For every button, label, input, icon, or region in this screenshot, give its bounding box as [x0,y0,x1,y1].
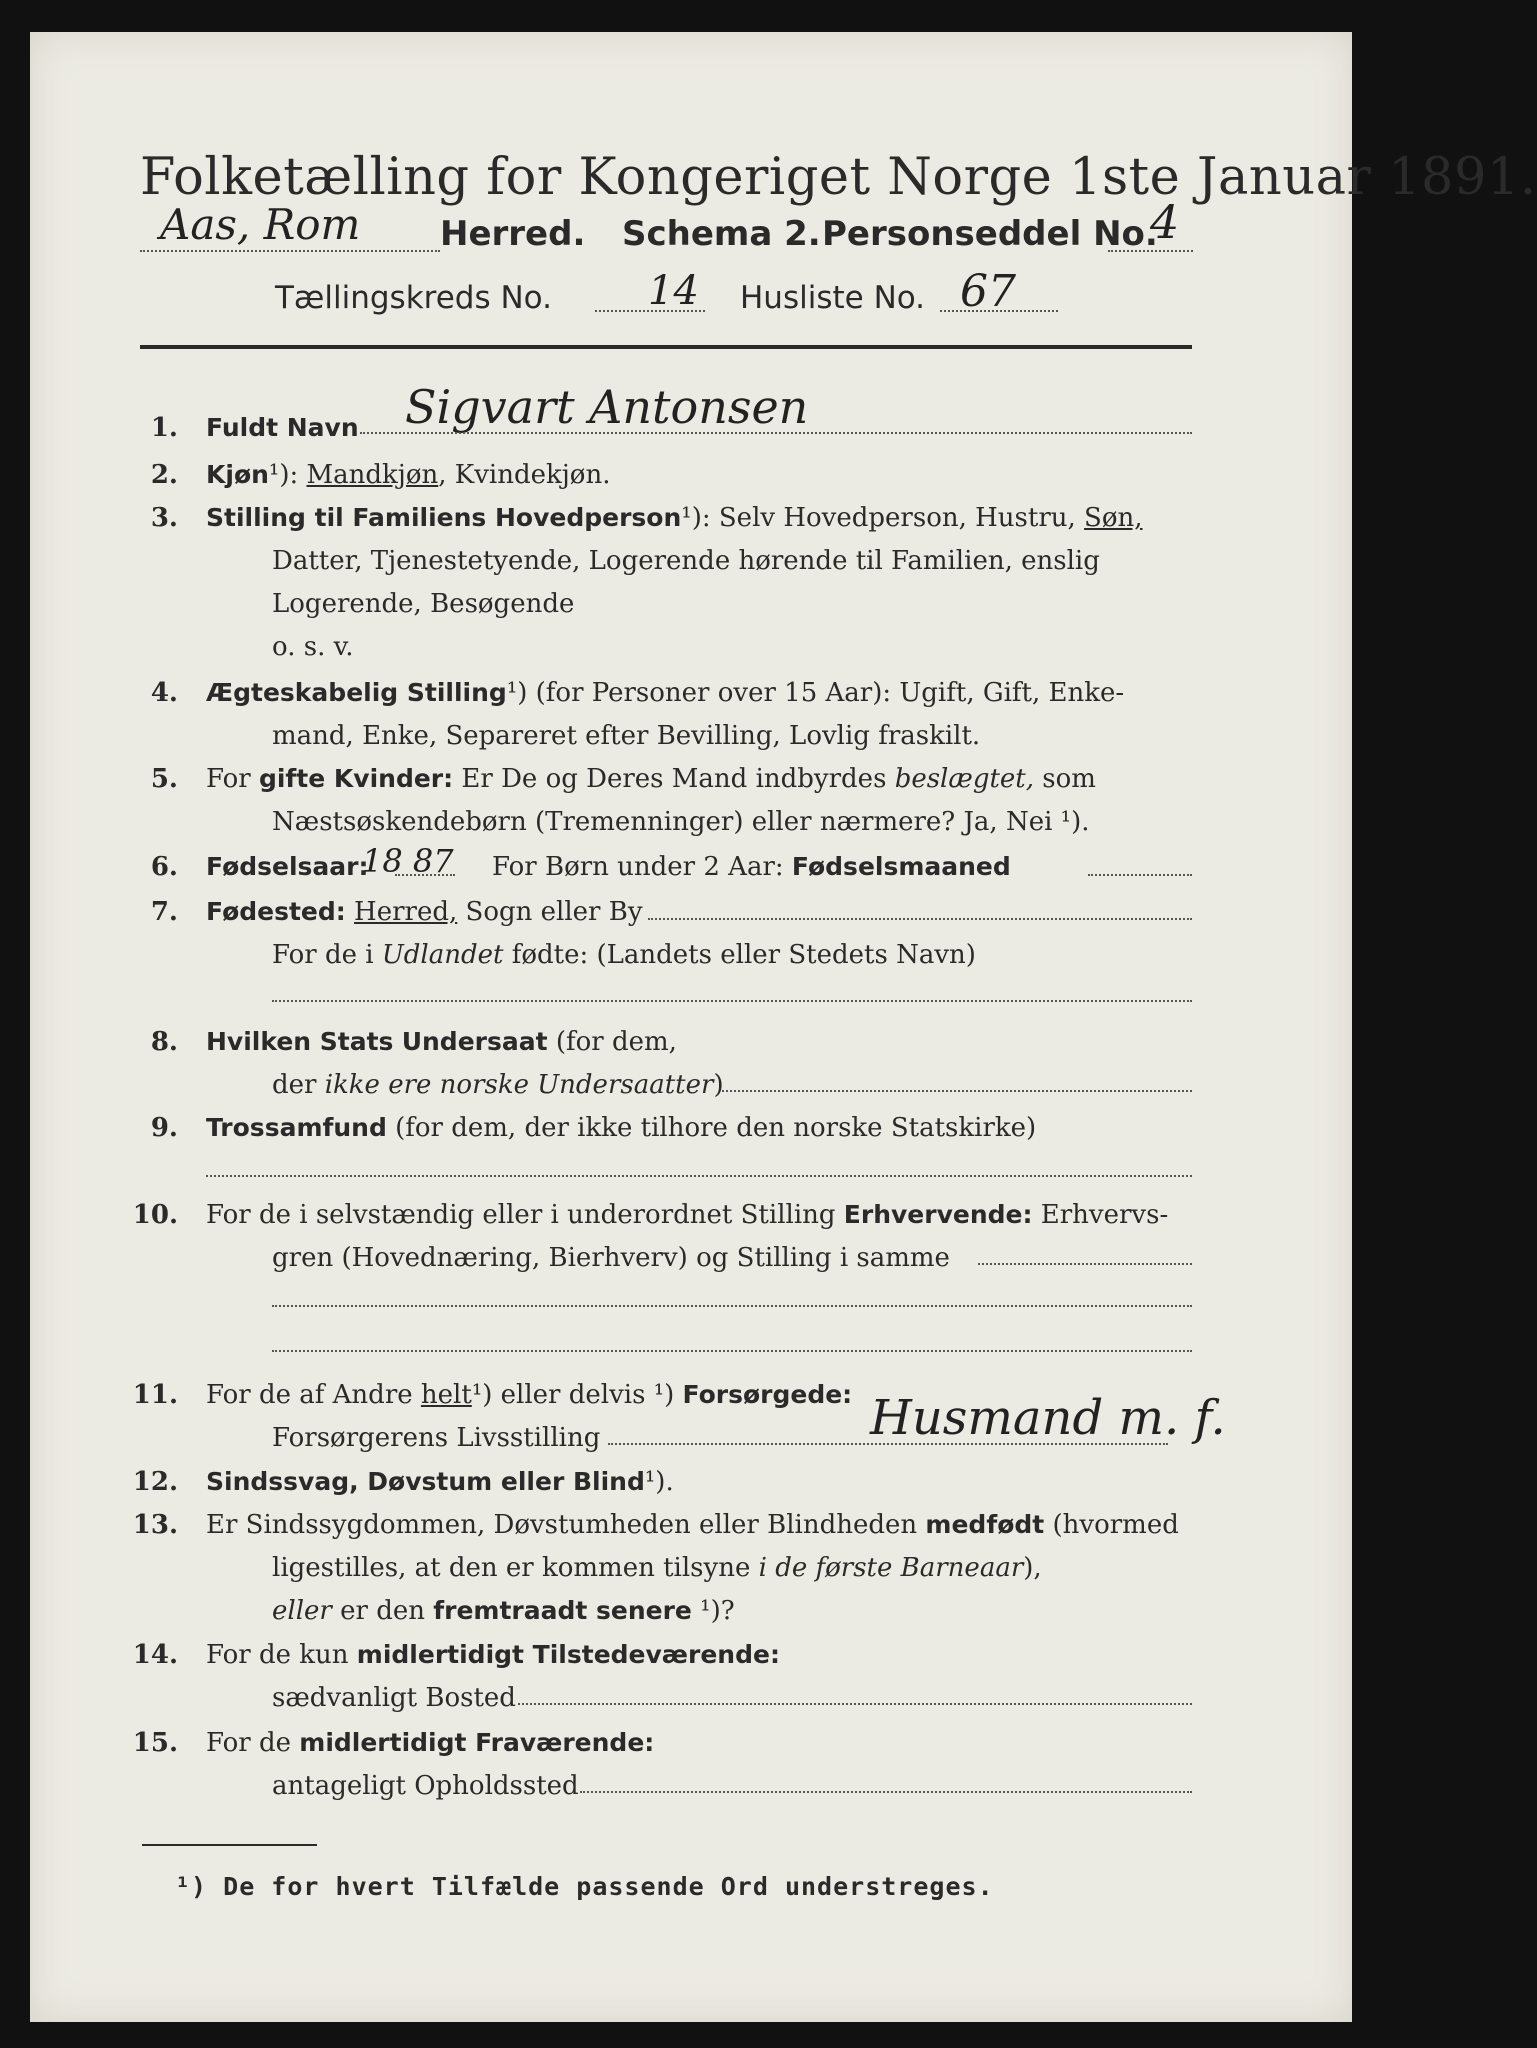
medfodt-label: medfødt [925,1510,1045,1539]
item-number: 10. [132,1200,178,1230]
udland-dotted-line [272,1000,1192,1002]
kjon-options: , Kvindekjøn. [438,460,611,490]
sindssvag-label: Sindssvag, Døvstum eller Blind [206,1467,645,1496]
udland-pre: For de i [272,940,374,970]
stilling-options-1: Selv Hovedperson, Hustru, [718,503,1076,533]
item-number: 7. [150,897,178,927]
undersaat-italic: ikke ere norske Undersaatter [324,1070,714,1100]
form-title: Folketælling for Kongeriget Norge 1ste Januar 1891. [140,148,1537,207]
stilling-selected-son: Søn, [1084,503,1143,533]
medfodt-text: Er Sindssygdommen, Døvstumheden eller Blindheden [206,1510,918,1540]
medfodt-line-3 [272,1596,735,1626]
footnote: ¹) De for hvert Tilfælde passende Ord understreges. [175,1872,994,1901]
forsorgede-line-1 [206,1380,852,1410]
fodested-options: Sogn eller By [465,897,643,927]
taellingskreds-dotted-line [595,310,705,312]
undersaat-line-1 [206,1027,677,1057]
gifte-beslaegtet: beslægtet, [894,764,1035,794]
forsorgerens-value: Husmand m. f. [870,1390,1226,1446]
kjon-selected-mandkjon: Mandkjøn [306,460,439,490]
forsorgede-label: Forsørgede: [682,1380,853,1409]
stilling-label: Stilling til Familiens Hovedperson [206,503,682,532]
tilstede-label: midlertidigt Tilstedeværende: [356,1640,780,1669]
medfodt-line-1 [206,1510,1179,1540]
item-number: 2. [150,460,178,490]
kjon-label: Kjøn [206,460,269,489]
medfodt-ligestilles: ligestilles, at den er kommen tilsyne [272,1553,751,1583]
forsorgede-delvis: ¹) eller delvis ¹) [471,1380,675,1410]
trossamfund-line [206,1113,1036,1143]
aegteskab-label: Ægteskabelig Stilling [206,678,507,707]
aegteskab-options-1: ¹) (for Personer over 15 Aar): Ugift, Gift, Enke- [506,678,1125,708]
stilling-line-2: Datter, Tjenestetyende, Logerende hørende til Familien, enslig [272,546,1100,576]
item-number: 1. [150,413,178,443]
footnote-mark: ¹): [268,460,299,490]
trossamfund-text: (for dem, der ikke tilhore den norske Statskirke) [395,1113,1037,1143]
undersaat-label-a: Hvilken Stats [206,1027,394,1056]
item-number: 8. [150,1027,178,1057]
aegteskab-line-2: mand, Enke, Separeret efter Bevilling, Lovlig fraskilt. [272,721,981,751]
husliste-value: 67 [960,266,1016,317]
item-number: 13. [132,1510,178,1540]
schema-label: Schema 2. [622,214,821,254]
footnote-mark: ¹): [681,503,711,533]
item-number: 6. [150,852,178,882]
opholdssted-dotted-line [580,1791,1192,1793]
stilling-line-4: o. s. v. [272,632,354,662]
header-rule [140,345,1192,349]
forsorgede-selected-helt: helt [420,1380,472,1410]
erhverv-line-2: gren (Hovednæring, Bierhverv) og Stilling i samme [272,1243,950,1273]
undersaat-der: der [272,1070,317,1100]
item-number: 4. [150,678,178,708]
husliste-dotted-line [940,310,1058,312]
tilstede-pre: For de kun [206,1640,349,1670]
undersaat-for-dem: (for dem, [555,1027,677,1057]
medfodt-q: ¹)? [700,1596,735,1626]
fodselsaar-value: 18 87 [362,842,454,880]
gifte-kvinder-line-1 [206,764,1096,794]
erhverv-text: For de i selvstændig eller i underordnet Stilling [206,1200,836,1230]
herred-value: Aas, Rom [160,200,361,249]
personseddel-label: Personseddel No. [822,214,1158,254]
tilstede-line-1 [206,1640,780,1670]
fodested-line-1 [206,897,643,927]
erhverv-dotted-line-2 [272,1305,1192,1307]
fodselsmaaned-label: Fødselsmaaned [791,852,1011,881]
medfodt-barneaar: i de første Barneaar [758,1553,1024,1583]
gifte-som: som [1042,764,1096,794]
erhverv-dotted-line-3 [272,1350,1192,1352]
bosted-label: sædvanligt Bosted [272,1683,516,1713]
item-number: 11. [132,1380,178,1410]
husliste-label: Husliste No. [740,280,926,316]
taellingskreds-value: 14 [648,268,699,314]
personseddel-value: 4 [1150,195,1180,249]
medfodt-end: (hvormed [1052,1510,1179,1540]
medfodt-er-den: er den [340,1596,425,1626]
erhverv-dotted-line-1 [978,1263,1192,1265]
trossamfund-label: Trossamfund [206,1113,387,1142]
fodested-line-2 [272,940,976,970]
aegteskab-line-1 [206,678,1124,708]
fravaerende-line-1 [206,1728,654,1758]
item-number: 5. [150,764,178,794]
fuldt-navn-dotted-line [360,432,1192,434]
fodselsmaaned-dotted-line [1088,874,1192,876]
forsorgede-pre: For de af Andre [206,1380,413,1410]
item-number: 12. [132,1467,178,1497]
footnote-mark: ¹). [644,1467,674,1497]
udland-italic: Udlandet [381,940,504,970]
undersaat-line-2: der ikke ere norske Undersaatter) [272,1070,724,1100]
stilling-line-1 [206,503,1143,533]
sindssvag-line [206,1467,674,1497]
stilling-line-3: Logerende, Besøgende [272,589,575,619]
udland-rest: fødte: (Landets eller Stedets Navn) [511,940,976,970]
herred-label: Herred. [440,214,586,254]
trossamfund-dotted-line [206,1175,1192,1177]
fuldt-navn-value: Sigvart Antonsen [405,380,809,434]
taellingskreds-label: Tællingskreds No. [275,280,552,316]
item-number: 9. [150,1113,178,1143]
item-number: 15. [132,1728,178,1758]
fodested-dotted-line [648,918,1192,920]
undersaat-label-b: Undersaat [401,1027,548,1056]
fodselsmaaned-line [492,852,1011,882]
item-number: 3. [150,503,178,533]
erhverv-end: Erhvervs- [1040,1200,1169,1230]
fremtraadt-label: fremtraadt senere [433,1596,692,1625]
kjon-line [206,460,610,490]
forsorgerens-dotted-line [608,1443,1168,1445]
undersaat-dotted-line [722,1090,1192,1092]
medfodt-eller: eller [272,1596,332,1626]
medfodt-close: ), [1023,1553,1042,1583]
fodested-selected-herred: Herred, [354,897,458,927]
erhverv-line-1 [206,1200,1168,1230]
born-under-2: For Børn under 2 Aar: [492,852,784,882]
erhvervende-label: Erhvervende: [843,1200,1033,1229]
medfodt-line-2 [272,1553,1042,1583]
fuldt-navn-label: Fuldt Navn [206,413,359,442]
fravaerende-label: midlertidigt Fraværende: [299,1728,655,1757]
bosted-dotted-line [518,1703,1192,1705]
gifte-kvinder-line-2: Næstsøskendebørn (Tremenninger) eller nærmere? Ja, Nei ¹). [272,807,1090,837]
personseddel-dotted-line [1108,250,1193,252]
fodested-label: Fødested: [206,897,346,926]
herred-dotted-line [140,250,440,252]
opholdssted-label: antageligt Opholdssted [272,1771,579,1801]
fravaerende-pre: For de [206,1728,291,1758]
gifte-question: Er De og Deres Mand indbyrdes [461,764,887,794]
gifte-kvinder-label: gifte Kvinder: [258,764,454,793]
forsorgerens-label: Forsørgerens Livsstilling [272,1423,601,1453]
item-number: 14. [132,1640,178,1670]
fodselsaar-label: Fødselsaar: [206,852,369,881]
gifte-pre: For [206,764,251,794]
footnote-rule [142,1844,317,1846]
fodselsaar-dotted-line [395,874,455,876]
